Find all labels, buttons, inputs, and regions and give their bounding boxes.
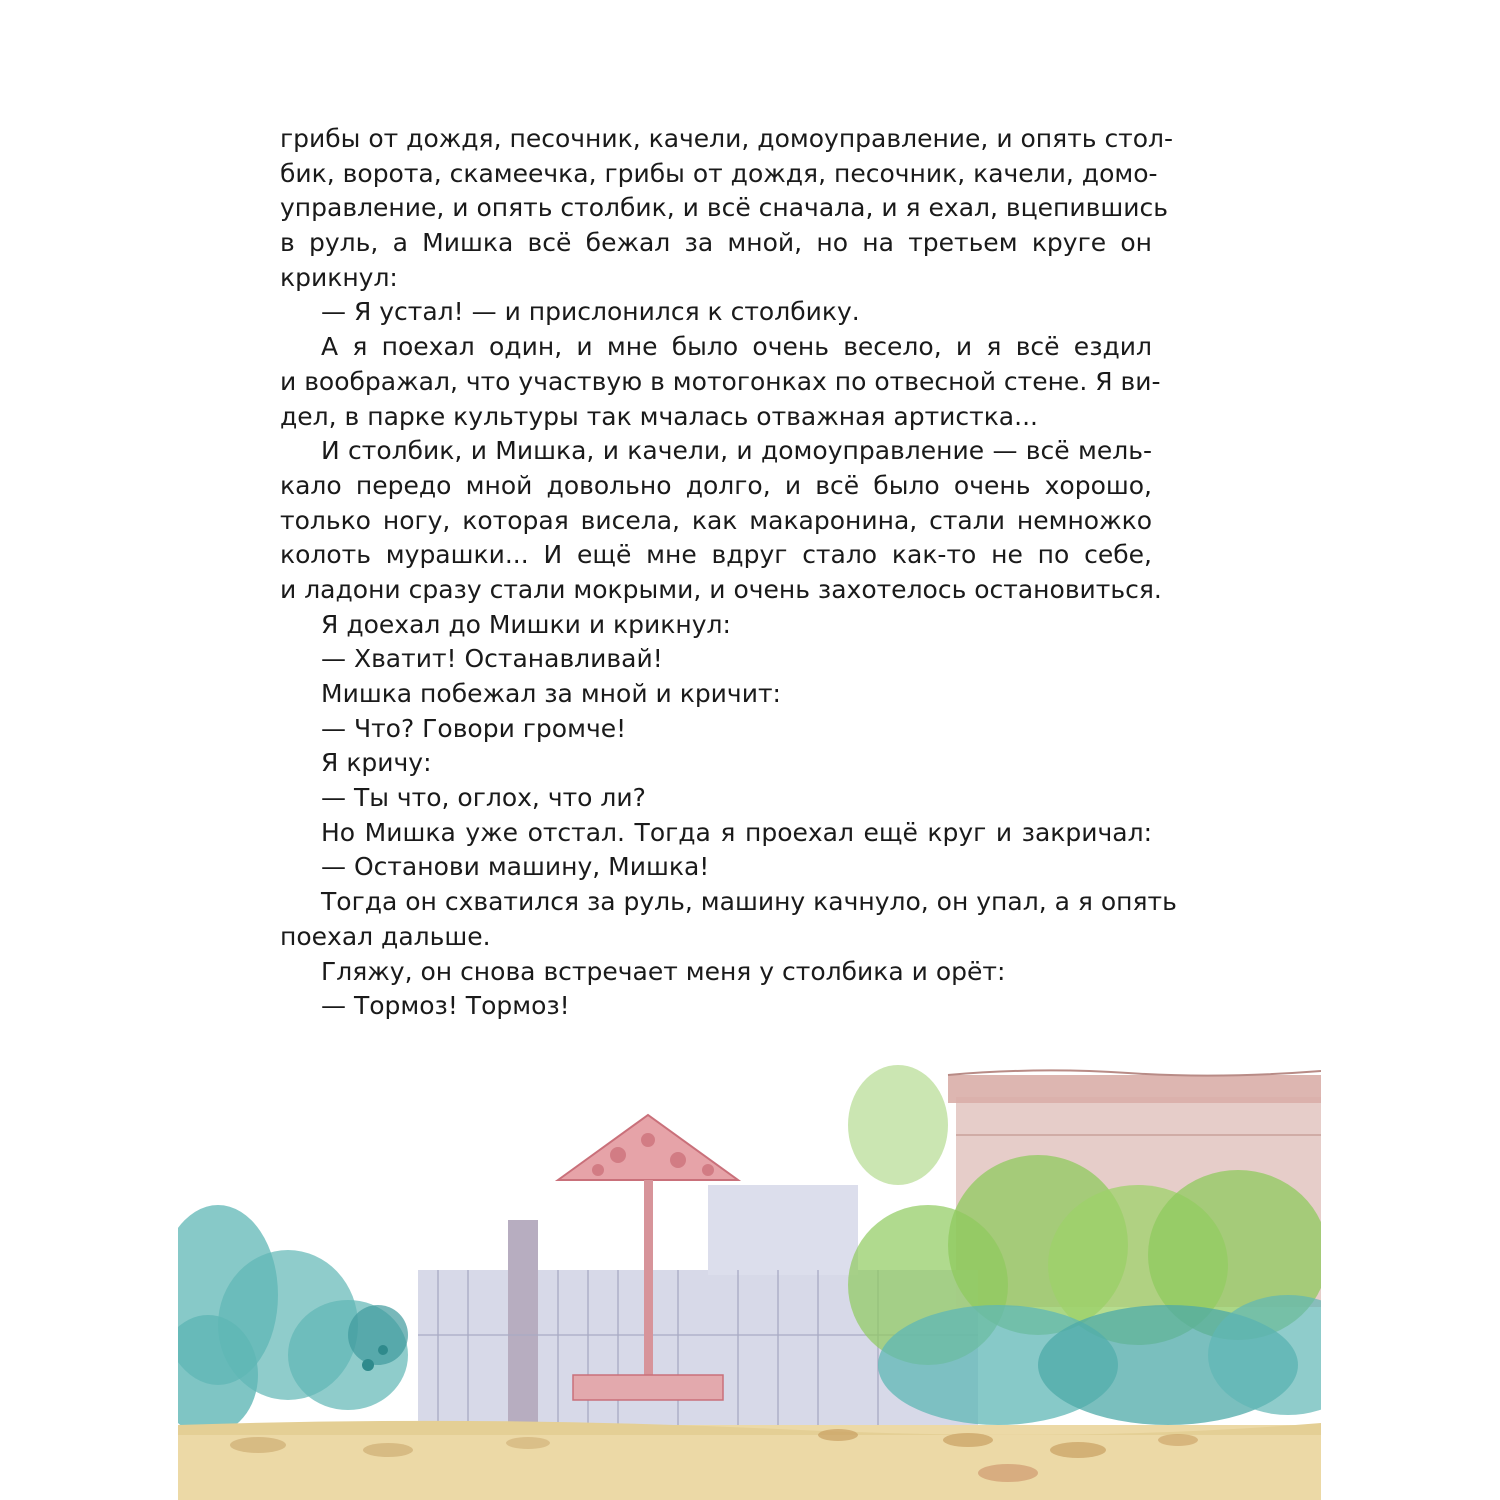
text-line: колоть мурашки... И ещё мне вдруг стало как-то не по себе, bbox=[280, 540, 1152, 570]
text-line: — Я устал! — и прислонился к столбику. bbox=[321, 297, 860, 327]
text-line: в руль, а Мишка всё бежал за мной, но на третьем круге он bbox=[280, 228, 1152, 258]
page-text bbox=[280, 122, 1177, 1024]
text-line: поехал дальше. bbox=[280, 921, 491, 951]
text-line: Мишка побежал за мной и кричит: bbox=[321, 679, 781, 708]
yard-scene bbox=[178, 1045, 1321, 1500]
text-line: и воображал, что участвую в мотогонках по отвесной стене. Я ви- bbox=[280, 366, 1161, 396]
text-line: Тогда он схватился за руль, машину качнуло, он упал, а я опять bbox=[321, 887, 1177, 917]
bushes-left bbox=[178, 1205, 408, 1435]
text-line: — Хватит! Останавливай! bbox=[321, 644, 663, 674]
text-line: управление, и опять столбик, и всё сначала, и я ехал, вцепившись bbox=[280, 193, 1168, 223]
text-line: Я доехал до Мишки и крикнул: bbox=[321, 609, 731, 639]
text-line: — Тормоз! Тормоз! bbox=[321, 991, 570, 1021]
text-line: и ладони сразу стали мокрыми, и очень захотелось остановиться. bbox=[280, 574, 1162, 604]
text-line: Но Мишка уже отстал. Тогда я проехал ещё круг и закричал: bbox=[321, 817, 1152, 847]
ground bbox=[178, 1421, 1321, 1500]
text-line: грибы от дождя, песочник, качели, домоуправление, и опять стол- bbox=[280, 124, 1174, 153]
text-line: кало передо мной довольно долго, и всё было очень хорошо, bbox=[280, 470, 1152, 500]
text-line: А я поехал один, и мне было очень весело, и я всё ездил bbox=[321, 332, 1152, 362]
text-line: дел, в парке культуры так мчалась отважная артистка... bbox=[280, 401, 1038, 431]
text-line: Гляжу, он снова встречает меня у столбика и орёт: bbox=[321, 956, 1006, 986]
text-line: И столбик, и Мишка, и качели, и домоуправление — всё мель- bbox=[321, 436, 1152, 466]
text-line: Я кричу: bbox=[321, 748, 432, 778]
text-line: бик, ворота, скамеечка, грибы от дождя, песочник, качели, домо- bbox=[280, 158, 1158, 188]
text-line: — Что? Говори громче! bbox=[321, 713, 627, 743]
text-line: — Ты что, оглох, что ли? bbox=[321, 783, 646, 813]
text-line: — Останови машину, Мишка! bbox=[321, 852, 710, 882]
text-line: крикнул: bbox=[280, 262, 398, 292]
yard-illustration bbox=[178, 1045, 1321, 1500]
text-line: только ногу, которая висела, как макаронина, стали немножко bbox=[280, 505, 1152, 535]
